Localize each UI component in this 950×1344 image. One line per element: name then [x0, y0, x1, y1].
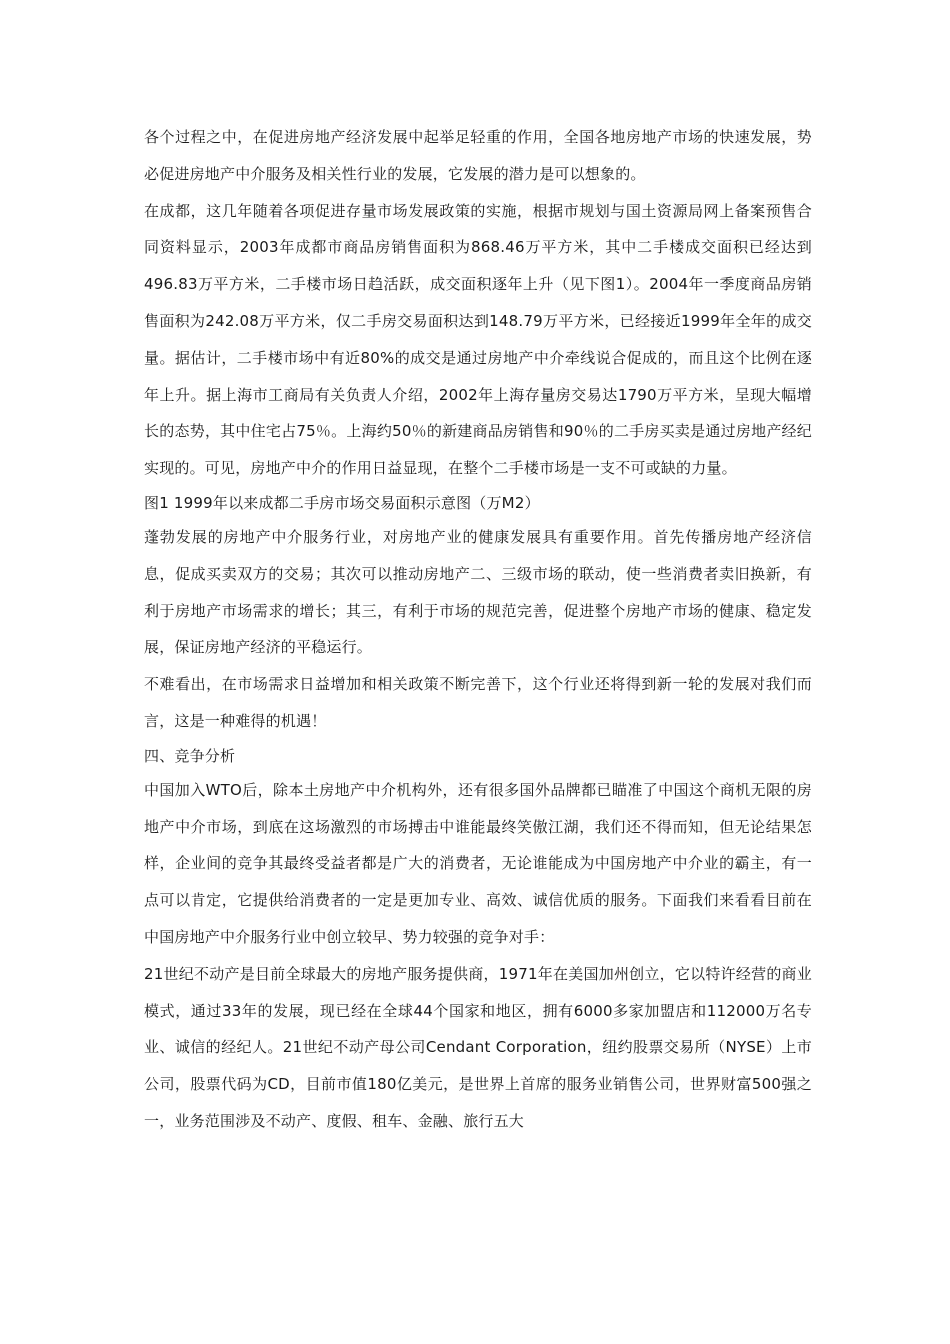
paragraph-industry-role: 蓬勃发展的房地产中介服务行业，对房地产业的健康发展具有重要作用。首先传播房地产经济信息，促成买卖双方的交易；其次可以推动房地产二、三级市场的联动，使一些消费者卖旧换新，有利于房地产市场需求的增长；其三，有利于市场的规范完善，促进整个房地产市场的健康、稳定发展，保证房地产经济的平稳运行。	[144, 527, 812, 657]
paragraph-wto-competition: 中国加入WTO后，除本土房地产中介机构外，还有很多国外品牌都已瞄准了中国这个商机无限的房地产中介市场，到底在这场激烈的市场搏击中谁能最终笑傲江湖，我们还不得而知，但无论结果怎样，企业间的竞争其最终受益者都是广大的消费者，无论谁能成为中国房地产中介业的霸主，有一点可以肯定，它提供给消费者的一定是更加专业、高效、诚信优质的服务。下面我们来看看目前在中国房地产中介服务行业中创立较早、势力较强的竞争对手：	[144, 780, 812, 946]
paragraph-opportunity: 不难看出，在市场需求日益增加和相关政策不断完善下，这个行业还将得到新一轮的发展对我们而言，这是一种难得的机遇！	[144, 675, 812, 730]
document-body	[144, 119, 812, 1140]
section-heading-competition: 四、竞争分析	[144, 746, 236, 765]
paragraph-chengdu-market: 在成都，这几年随着各项促进存量市场发展政策的实施，根据市规划与国土资源局网上备案预售合同资料显示，2003年成都市商品房销售面积为868.46万平方米，其中二手楼成交面积已经达到496.83万平方米，二手楼市场日趋活跃，成交面积逐年上升（见下图1）。2004年一季度商品房销售面积为242.08万平方米，仅二手房交易面积达到148.79万平方米，已经接近1999年全年的成交量。据估计，二手楼市场中有近80%的成交是通过房地产中介牵线说合促成的，而且这个比例在逐年上升。据上海市工商局有关负责人介绍，2002年上海存量房交易达1790万平方米，呈现大幅增长的态势，其中住宅占75％。上海约50％的新建商品房销售和90％的二手房买卖是通过房地产经纪实现的。可见，房地产中介的作用日益显现，在整个二手楼市场是一支不可或缺的力量。	[144, 201, 812, 478]
paragraph-century21: 21世纪不动产是目前全球最大的房地产服务提供商，1971年在美国加州创立，它以特许经营的商业模式，通过33年的发展，现已经在全球44个国家和地区，拥有6000多家加盟店和112000万名专业、诚信的经纪人。21世纪不动产母公司Cendant Corporation，纽约股票交易所（NYSE）上市公司，股票代码为CD，目前市值180亿美元，是世界上首席的服务业销售公司，世界财富500强之一，业务范围涉及不动产、度假、租车、金融、旅行五大	[144, 964, 812, 1130]
paragraph-intro-continuation: 各个过程之中，在促进房地产经济发展中起举足轻重的作用，全国各地房地产市场的快速发展，势必促进房地产中介服务及相关性行业的发展，它发展的潜力是可以想象的。	[144, 128, 812, 183]
figure-caption: 图1 1999年以来成都二手房市场交易面积示意图（万M2）	[144, 493, 540, 512]
